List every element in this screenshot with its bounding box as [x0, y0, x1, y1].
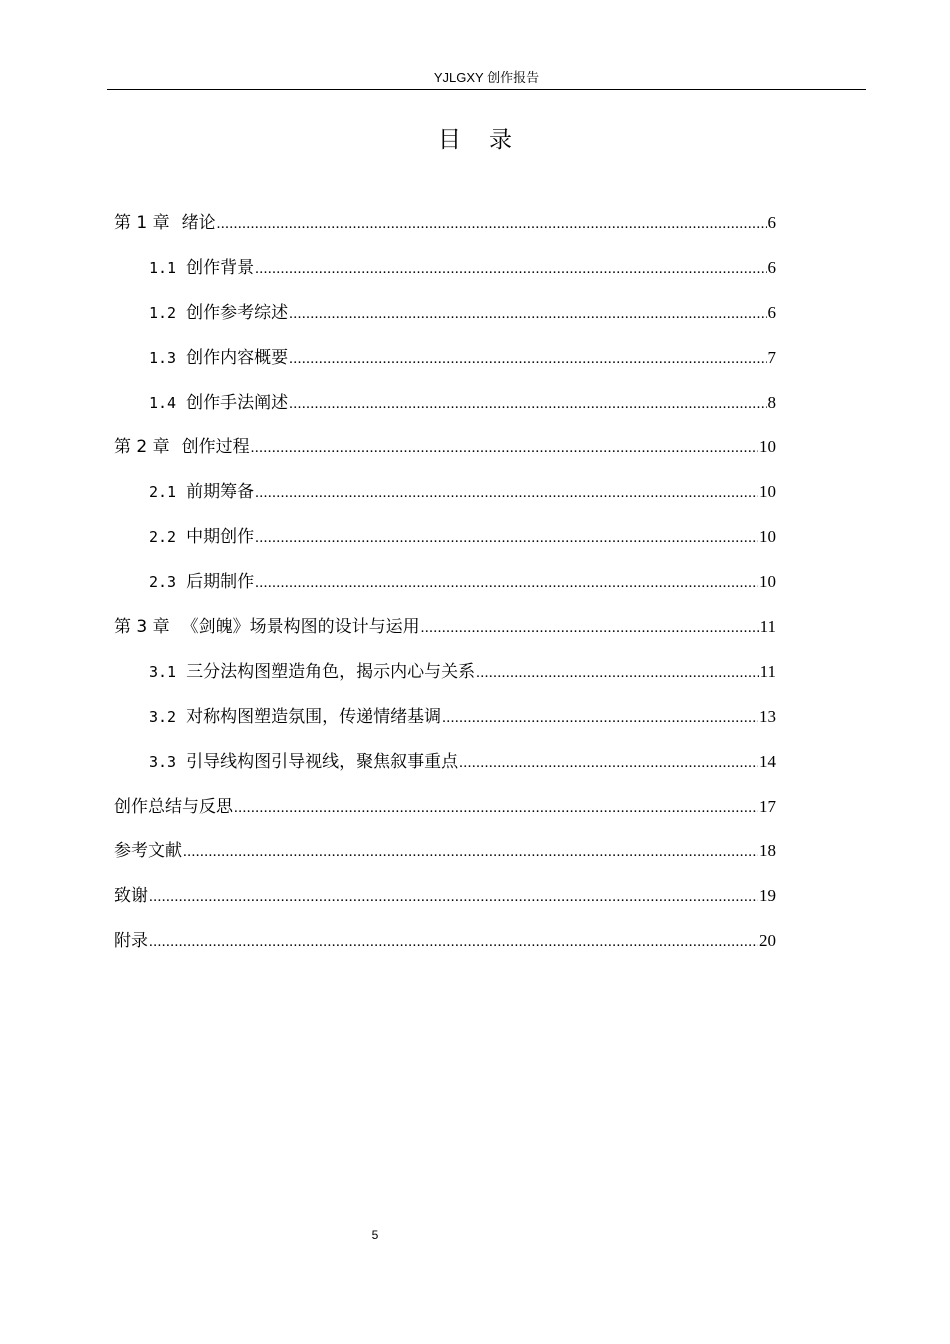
- toc-entry-label: 中期创作: [186, 527, 255, 548]
- toc-entry-label: 三分法构图塑造角色，揭示内心与关系: [186, 661, 476, 682]
- toc-leader-dots: [255, 521, 758, 555]
- toc-entry[interactable]: [114, 475, 776, 520]
- toc-leader-dots: [255, 252, 766, 286]
- toc-leader-dots: [234, 791, 758, 825]
- toc-entry-label: 创作过程: [181, 437, 250, 458]
- toc-entry-page: 19: [759, 886, 776, 906]
- toc-entry[interactable]: [114, 745, 776, 790]
- toc-entry-number: 3.2: [149, 707, 177, 726]
- toc-leader-dots: [149, 925, 758, 959]
- toc-entry-page: 11: [759, 617, 776, 637]
- toc-title-part1: 目: [438, 127, 461, 153]
- toc-entry[interactable]: [114, 386, 776, 431]
- toc-title: [0, 122, 950, 158]
- toc-entry-page: 7: [767, 347, 776, 367]
- toc-entry-number: 1.4: [149, 393, 177, 412]
- toc-entry-label: 创作参考综述: [186, 302, 289, 323]
- header-rule: [107, 89, 866, 90]
- toc-leader-dots: [289, 297, 766, 331]
- toc-entry-label: 创作内容概要: [186, 347, 289, 368]
- toc-leader-dots: [251, 431, 758, 465]
- toc-entry-label: 绪论: [181, 213, 216, 233]
- toc-entry[interactable]: [114, 341, 776, 386]
- toc-leader-dots: [476, 656, 759, 690]
- toc-entry[interactable]: [114, 834, 776, 879]
- toc-leader-dots: [183, 835, 758, 869]
- toc-entry-label: 创作背景: [186, 257, 255, 278]
- toc-entry-page: 6: [767, 302, 776, 322]
- toc-entry-page: 8: [767, 392, 776, 412]
- toc-entry-label: 参考文献: [114, 841, 182, 862]
- toc-entry-number: 第 3 章: [114, 617, 170, 638]
- toc-entry-page: 17: [759, 796, 776, 816]
- toc-entry-page: 18: [759, 841, 776, 861]
- toc-entry-page: 10: [759, 482, 776, 502]
- table-of-contents: [114, 206, 776, 969]
- running-header: YJLGXY 创作报告: [433, 70, 540, 85]
- toc-entry[interactable]: [114, 924, 776, 969]
- toc-leader-dots: [442, 701, 758, 735]
- toc-entry-page: 14: [759, 751, 776, 771]
- toc-entry-number: 2.3: [149, 573, 177, 592]
- toc-entry-page: 11: [759, 661, 776, 681]
- toc-entry-page: 20: [759, 931, 776, 951]
- toc-leader-dots: [289, 342, 766, 376]
- toc-entry[interactable]: [114, 206, 776, 251]
- toc-entry-label: 引导线构图引导视线，聚焦叙事重点: [186, 751, 459, 772]
- toc-entry[interactable]: [114, 655, 776, 700]
- toc-leader-dots: [255, 476, 758, 510]
- toc-entry[interactable]: [114, 520, 776, 565]
- toc-entry-label: 前期筹备: [186, 482, 255, 503]
- toc-entry-page: 10: [759, 572, 776, 592]
- toc-entry-label: 《剑魄》场景构图的设计与运用: [181, 617, 420, 638]
- toc-entry-page: 6: [767, 257, 776, 277]
- toc-entry-number: 1.1: [149, 258, 177, 277]
- toc-entry[interactable]: [114, 610, 776, 655]
- toc-entry-number: 2.1: [149, 483, 177, 502]
- toc-entry-label: 创作手法阐述: [186, 392, 289, 413]
- toc-entry[interactable]: [114, 251, 776, 296]
- toc-entry-label: 后期制作: [186, 572, 255, 593]
- toc-entry-page: 6: [767, 213, 776, 232]
- toc-title-part2: 录: [489, 127, 512, 153]
- toc-entry-number: 第 2 章: [114, 437, 170, 458]
- toc-entry-label: 致谢: [114, 886, 148, 907]
- toc-leader-dots: [149, 880, 758, 914]
- toc-leader-dots: [289, 387, 766, 421]
- toc-entry-number: 2.2: [149, 528, 177, 547]
- toc-entry[interactable]: [114, 296, 776, 341]
- toc-entry-number: 1.2: [149, 303, 177, 322]
- toc-entry-label: 附录: [114, 931, 148, 952]
- toc-entry[interactable]: [114, 565, 776, 610]
- toc-leader-dots: [255, 566, 758, 600]
- toc-entry[interactable]: [114, 430, 776, 475]
- toc-leader-dots: [459, 746, 758, 780]
- toc-entry-page: 10: [759, 527, 776, 547]
- toc-entry-number: 3.1: [149, 662, 177, 681]
- toc-entry-page: 13: [759, 706, 776, 726]
- toc-leader-dots: [421, 611, 759, 645]
- toc-entry[interactable]: [114, 700, 776, 745]
- toc-entry[interactable]: [114, 879, 776, 924]
- toc-leader-dots: [217, 207, 767, 241]
- toc-entry-label: 对称构图塑造氛围，传递情绪基调: [186, 706, 442, 727]
- toc-entry[interactable]: [114, 790, 776, 835]
- toc-entry-label: 创作总结与反思: [114, 796, 233, 817]
- toc-entry-number: 1.3: [149, 348, 177, 367]
- toc-entry-page: 10: [759, 437, 776, 457]
- toc-entry-number: 第 1 章: [114, 213, 170, 233]
- page-number: 5: [371, 1228, 379, 1242]
- toc-entry-number: 3.3: [149, 752, 177, 771]
